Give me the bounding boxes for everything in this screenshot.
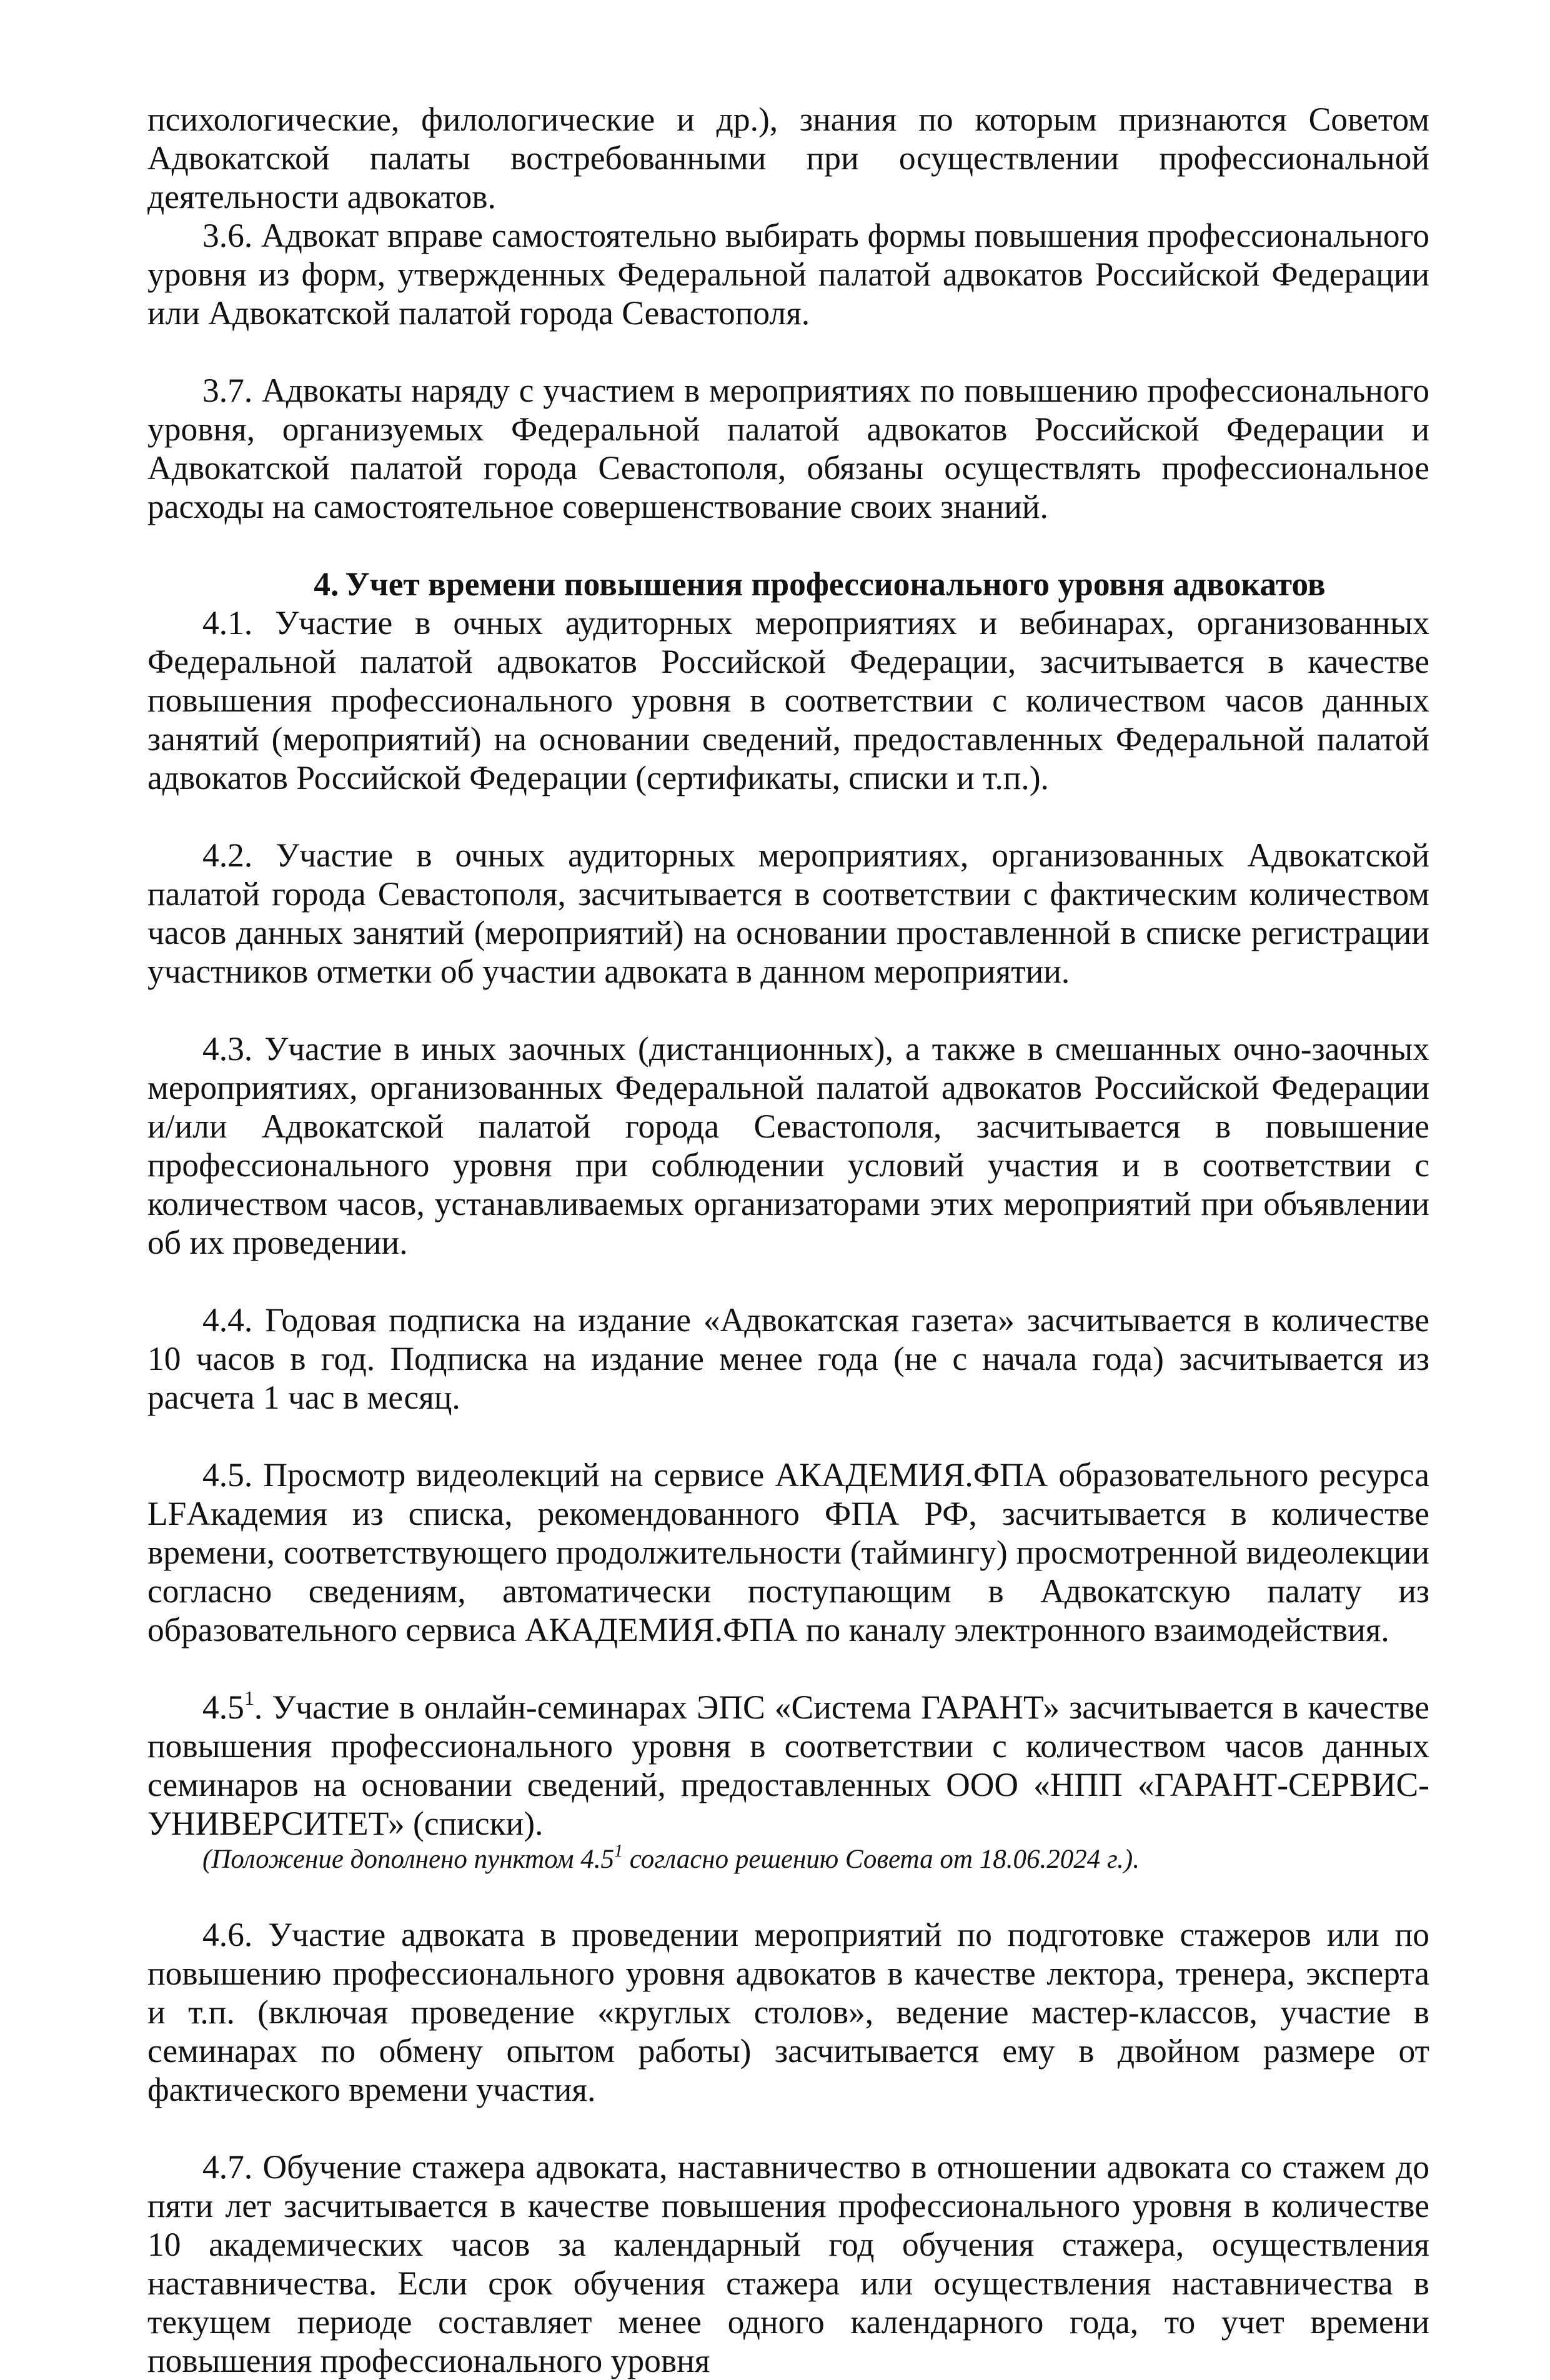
clause-number: 4.3. xyxy=(202,1030,253,1068)
clause-4-6 xyxy=(147,1915,1429,2109)
clause-number: 4.5. xyxy=(202,1456,253,1494)
clause-4-7 xyxy=(147,2148,1429,2380)
clause-number: 4.5 xyxy=(202,1688,244,1726)
clause-number: 4.2. xyxy=(202,836,253,874)
clause-text: Обучение стажера адвоката, наставничество в отношении адвоката со стажем до пяти лет засчитывается в качестве повышения профессионального уровня в количестве 10 академических часов за календарный год обучения стажера, осуществления наставничества. Если срок обучения стажера или осуществления наставничества в текущем периоде составляет менее одного календарного года, то учет времени повышения профессионального уровня xyxy=(147,2148,1429,2379)
clause-text: Участие в иных заочных (дистанционных), а также в смешанных очно-заочных мероприятиях, организованных Федеральной палатой адвокатов Российской Федерации и/или Адвокатской палатой города Севастополя, засчитывается в повышение профессионального уровня при соблюдении условий участия и в соответствии с количеством часов, устанавливаемых организаторами этих мероприятий при объявлении об их проведении. xyxy=(147,1030,1429,1261)
note-text-before: (Положение дополнено пунктом 4.5 xyxy=(202,1845,614,1874)
clause-number: 4.7. xyxy=(202,2148,253,2186)
clause-superscript: 1 xyxy=(244,1687,254,1709)
clause-text: . Участие в онлайн-семинарах ЭПС «Система ГАРАНТ» засчитывается в качестве повышения профессионального уровня в соответствии с количеством часов данных семинаров на основании сведений, предоставленных ООО «НПП «ГАРАНТ-СЕРВИС-УНИВЕРСИТЕТ» (списки). xyxy=(147,1688,1429,1842)
clause-4-4 xyxy=(147,1301,1429,1417)
clause-4-3 xyxy=(147,1029,1429,1262)
clause-3-7 xyxy=(147,371,1429,526)
clause-4-1 xyxy=(147,603,1429,797)
note-text-after: согласно решению Совета от 18.06.2024 г.). xyxy=(622,1845,1140,1874)
clause-number: 4.6. xyxy=(202,1916,253,1953)
clause-text: Участие в очных аудиторных мероприятиях и вебинарах, организованных Федеральной палатой адвокатов Российской Федерации, засчитывается в качестве повышения профессионального уровня в соответствии с количеством часов данных занятий (мероприятий) на основании сведений, предоставленных Федеральной палатой адвокатов Российской Федерации (сертификаты, списки и т.п.). xyxy=(147,604,1429,796)
clause-text: Участие в очных аудиторных мероприятиях, организованных Адвокатской палатой города Севастополя, засчитывается в соответствии с фактическим количеством часов данных занятий (мероприятий) на основании проставленной в списке регистрации участников отметки об участии адвоката в данном мероприятии. xyxy=(147,836,1429,990)
clause-3-6 xyxy=(147,216,1429,332)
clause-text: Участие адвоката в проведении мероприятий по подготовке стажеров или по повышению профессионального уровня адвокатов в качестве лектора, тренера, эксперта и т.п. (включая проведение «круглых столов», ведение мастер-классов, участие в семинарах по обмену опытом работы) засчитывается ему в двойном размере от фактического времени участия. xyxy=(147,1916,1429,2108)
clause-number: 3.7. xyxy=(202,372,253,409)
clause-number: 4.1. xyxy=(202,604,253,642)
clause-text: Просмотр видеолекций на сервисе АКАДЕМИЯ.ФПА образовательного ресурса LFАкадемия из списка, рекомендованного ФПА РФ, засчитывается в количестве времени, соответствующего продолжительности (таймингу) просмотренной видеолекции согласно сведениям, автоматически поступающим в Адвокатскую палату из образовательного сервиса АКАДЕМИЯ.ФПА по каналу электронного взаимодействия. xyxy=(147,1456,1429,1649)
clause-4-5 xyxy=(147,1455,1429,1649)
section-title: Учет времени повышения профессионального уровня адвокатов xyxy=(345,565,1326,603)
clause-4-2 xyxy=(147,836,1429,991)
clause-4-5-1 xyxy=(147,1688,1429,1843)
paragraph-intro-continuation xyxy=(147,100,1429,216)
document-page xyxy=(147,100,1429,2380)
amendment-note xyxy=(202,1843,1429,1877)
clause-number: 4.4. xyxy=(202,1301,253,1339)
clause-text: Адвокаты наряду с участием в мероприятиях по повышению профессионального уровня, организуемых Федеральной палатой адвокатов Российской Федерации и Адвокатской палатой города Севастополя, обязаны осуществлять профессиональное расходы на самостоятельное совершенствование своих знаний. xyxy=(147,372,1429,525)
note-superscript: 1 xyxy=(614,1842,623,1861)
clause-number: 3.6. xyxy=(202,217,253,254)
section-number: 4. xyxy=(314,565,339,603)
clause-text: Годовая подписка на издание «Адвокатская газета» засчитывается в количестве 10 часов в год. Подписка на издание менее года (не с начала года) засчитывается из расчета 1 час в месяц. xyxy=(147,1301,1429,1416)
paragraph-text: психологические, филологические и др.), знания по которым признаются Советом Адвокатской палаты востребованными при осуществлении профессиональной деятельности адвокатов. xyxy=(147,101,1429,216)
clause-text: Адвокат вправе самостоятельно выбирать формы повышения профессионального уровня из форм, утвержденных Федеральной палатой адвокатов Российской Федерации или Адвокатской палатой города Севастополя. xyxy=(147,217,1429,332)
section-4-heading xyxy=(147,565,1429,603)
